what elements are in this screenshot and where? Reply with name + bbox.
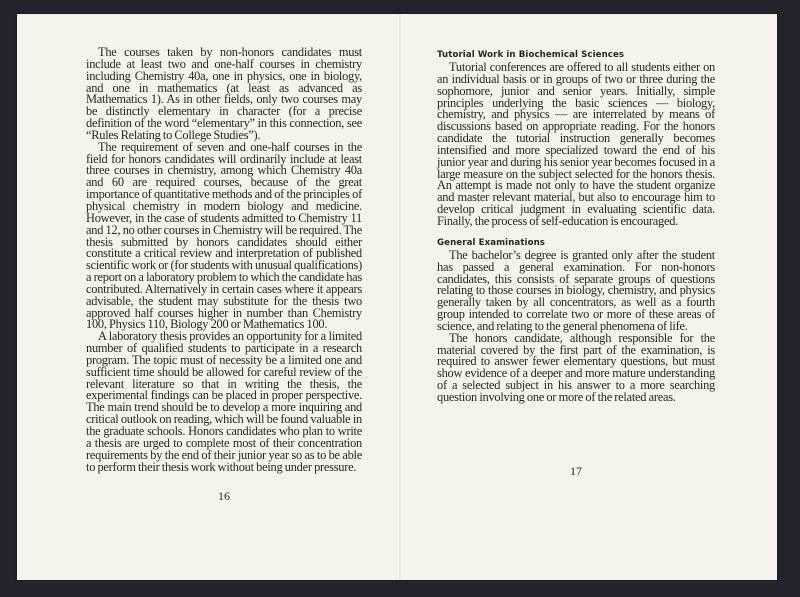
- paragraph: The honors candidate, although responsible for the material covered by the first part of the examination, is required to answer fewer elementary questions, but must show evidence of a deeper and more mature understanding of a selected subject in his answer to a more searching question involving one or more of the related areas.: [437, 330, 715, 404]
- right-page: [401, 14, 777, 580]
- paragraph: The bachelor’s degree is granted only after the student has passed a general examination. For non-honors candidates, this consists of separate groups of questions relating to those courses in biology, chemistry, and physics generally taken by all concentrators, as well as a fourth group intended to correlate two or more of these areas of science, and relating to the general phenomena of life.: [437, 247, 715, 333]
- book-spread: [17, 14, 777, 580]
- left-page-body: [86, 47, 362, 503]
- left-page: [17, 14, 399, 580]
- paragraph: A laboratory thesis provides an opportunity for a limited number of qualified students to participate in a research program. The topic must of necessity be a limited one and sufficient time should be allowed for careful review of the relevant literature so that in writing the thesis, the experimental findings can be placed in proper perspective. The main trend should be to develop a more inquiring and critical outlook on reading, which will be found valuable in the graduate schools. Honors candidates who plan to write a thesis are urged to complete most of their concentration requirements by the end of their junior year so as to be able to perform their thesis work without being under pressure.: [86, 329, 362, 474]
- section-heading: Tutorial Work in Biochemical Sciences: [437, 50, 625, 60]
- page-number: 16: [218, 489, 230, 504]
- paragraph: The courses taken by non-honors candidates must include at least two and one-half courses in chemistry including Chemistry 40a, one in physics, one in biology, and one in mathematics (at least as advanced as Mathematics 1). As in other fields, only two courses may be distinctly elementary in character (for a precise definition of the word “elementary” in this connection, see “Rules Relating to College Studies”).: [86, 45, 362, 142]
- paragraph: The requirement of seven and one-half courses in the field for honors candidates will ordinarily include at least three courses in chemistry, among which Chemistry 40a and 60 are required courses, because of the great importance of quantitative methods and of the principles of physical chemistry in modern biology and medicine. However, in the case of students admitted to Chemistry 11 and 12, no other courses in Chemistry will be required. The thesis submitted by honors candidates should either constitute a critical review and interpretation of published scientific work or (for students with unusual qualifications) a report on a laboratory problem to which the candidate has contributed. Alternatively in certain cases where it appears advisable, the student may substitute for the thesis two approved half courses higher in number than Chemistry 100, Physics 110, Biology 200 or Mathematics 100.: [86, 139, 362, 332]
- paragraph: Tutorial conferences are offered to all students either on an individual basis or in groups of two or three during the sophomore, junior and senior years. Initially, simple principles underlying the basic sciences — biology, chemistry, and physics — are interrelated by means of discussions based on appropriate reading. For the honors candidate the tutorial instruction generally becomes intensified and more specialized toward the end of his junior year and during his senior year becomes focused in a large measure on the subject selected for the honors thesis. An attempt is made not only to have the student organize and master relevant material, but also to encourage him to develop critical judgment in evaluating scientific data. Finally, the process of self-education is encouraged.: [437, 60, 715, 228]
- right-page-body: [437, 50, 715, 478]
- section-heading: General Examinations: [437, 237, 546, 248]
- page-number: 17: [570, 463, 582, 478]
